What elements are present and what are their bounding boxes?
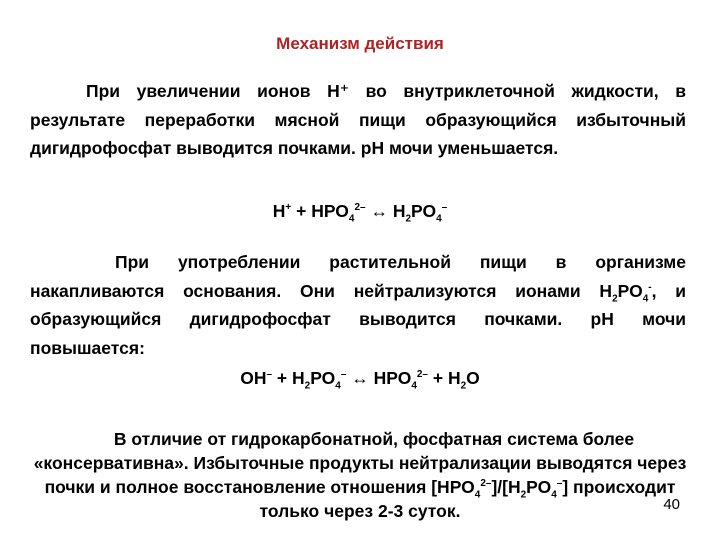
paragraph-phosphate-system: В отличие от гидрокарбонатной, фосфатная система более «консервативна». Избыточные продукты нейтрализации выводятся через почки и полное восстановление отношения $[НРО_4^{2-}]/[Н_2РО_4^-]$ происходит только через 2-3 суток. — [33, 429, 687, 521]
slide-title: Механизм действия — [276, 34, 444, 53]
paragraph-plant-diet: При употреблении растительной пищи в организме накапливаются основания. Они нейтрализуются ионами $Н_2РО_4^-$, и образующийся дигидрофосфат выводится почками. рН мочи повышается: — [30, 252, 686, 358]
equation-base: $ОН^- + Н_2РО_4^-$ ↔ $НРО_4^{2-} + Н_2О$ — [240, 368, 480, 392]
paragraph-meat-diet-text: При увеличении ионов Н⁺ во внутриклеточной жидкости, в результате переработки мясной пищи образующийся избыточный дигидрофосфат выводится почками. рН мочи уменьшается. — [30, 81, 686, 158]
equation-acid: $Н^+ + НРО_4^{2-}$ ↔ $Н_2РО_4^-$ — [272, 201, 448, 225]
page-number: 40 — [663, 496, 680, 513]
paragraph-meat-diet — [30, 77, 686, 163]
